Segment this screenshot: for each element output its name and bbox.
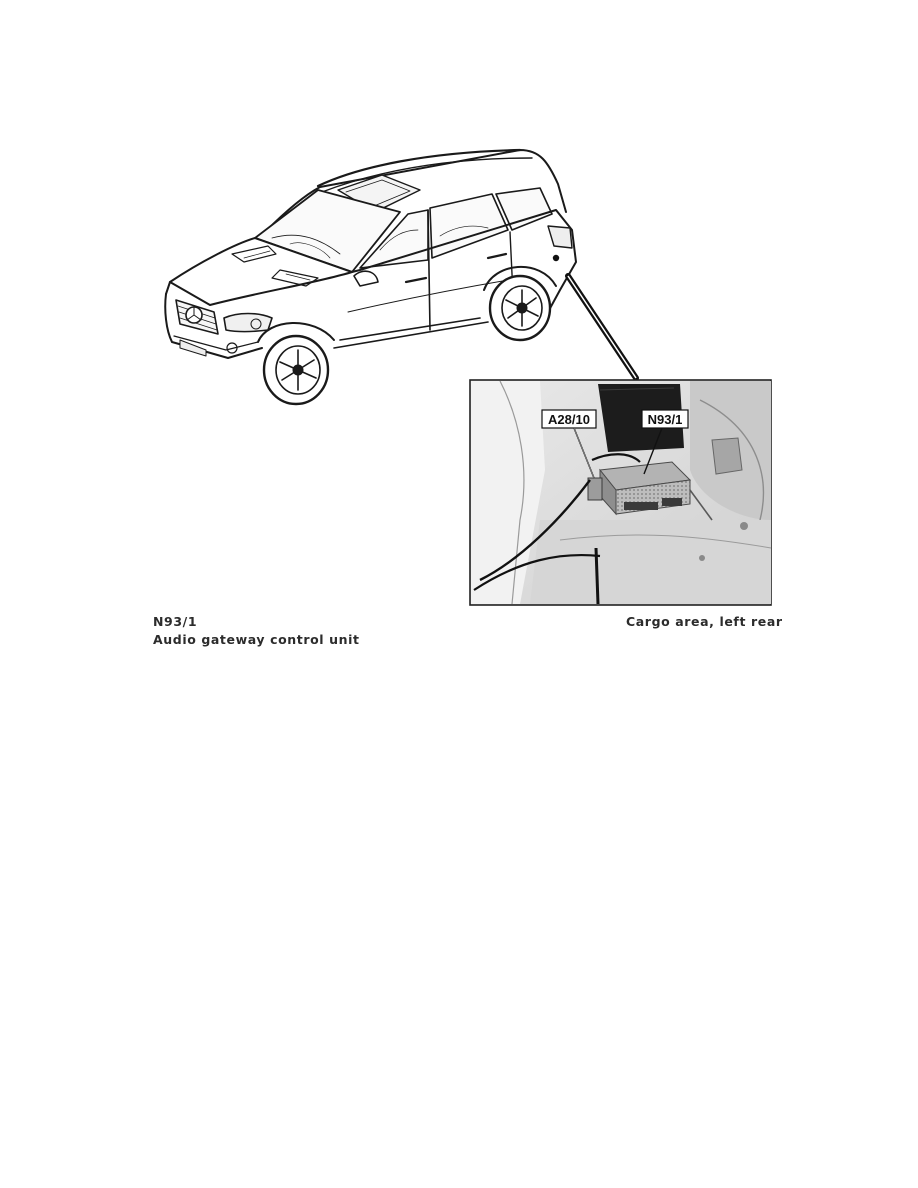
component-location: Cargo area, left rear (626, 614, 783, 629)
callout-label: A28/10 (548, 412, 590, 427)
rear-wheel (484, 267, 556, 340)
component-name: Audio gateway control unit (153, 632, 360, 647)
cargo-area-photo (470, 380, 771, 605)
vehicle-drawing (165, 150, 576, 404)
component-id: N93/1 (153, 614, 198, 629)
front-wheel (258, 323, 334, 404)
callout-label: N93/1 (647, 412, 683, 427)
